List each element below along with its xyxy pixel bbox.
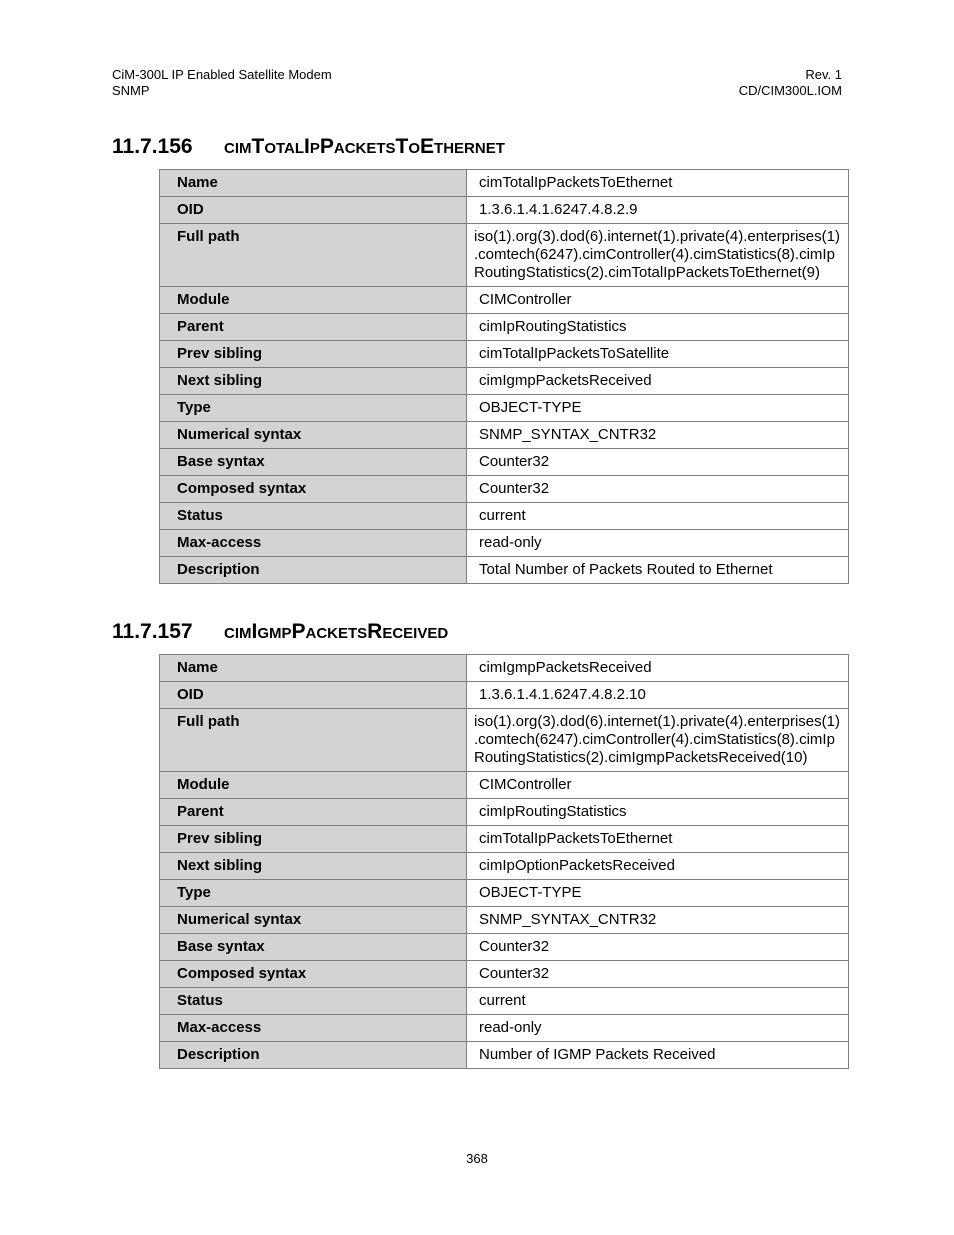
table-row bbox=[160, 314, 849, 341]
field-value-cell: cimIpRoutingStatistics bbox=[467, 799, 849, 826]
field-name-cell: Parent bbox=[160, 799, 467, 826]
field-name-cell: Max-access bbox=[160, 530, 467, 557]
section-heading bbox=[112, 620, 448, 644]
field-name-cell: Module bbox=[160, 772, 467, 799]
field-value-cell bbox=[467, 709, 849, 772]
field-name-cell: Base syntax bbox=[160, 934, 467, 961]
field-value-line: RoutingStatistics(2).cimIgmpPacketsReceived(10) bbox=[474, 749, 808, 766]
field-value-cell: current bbox=[467, 503, 849, 530]
table-row bbox=[160, 422, 849, 449]
table-row bbox=[160, 530, 849, 557]
field-value-cell: cimIgmpPacketsReceived bbox=[467, 368, 849, 395]
field-value-cell: cimTotalIpPacketsToSatellite bbox=[467, 341, 849, 368]
field-value-cell: Counter32 bbox=[467, 961, 849, 988]
field-name-cell: Description bbox=[160, 557, 467, 584]
field-value-line: iso(1).org(3).dod(6).internet(1).private(4).enterprises(1) bbox=[474, 713, 840, 730]
table-row bbox=[160, 476, 849, 503]
field-value-line: .comtech(6247).cimController(4).cimStatistics(8).cimIp bbox=[474, 246, 835, 263]
table-row bbox=[160, 853, 849, 880]
table-row bbox=[160, 799, 849, 826]
field-value-cell bbox=[467, 224, 849, 287]
field-name-cell: Prev sibling bbox=[160, 341, 467, 368]
section-number: 11.7.156 bbox=[112, 135, 193, 158]
header-product-title: CiM-300L IP Enabled Satellite Modem bbox=[112, 67, 332, 82]
field-name-cell: Composed syntax bbox=[160, 476, 467, 503]
table-row bbox=[160, 826, 849, 853]
field-name-cell: Type bbox=[160, 880, 467, 907]
section-title: cimTotalIpPacketsToEthernet bbox=[224, 135, 505, 158]
table-row bbox=[160, 557, 849, 584]
table-row bbox=[160, 1042, 849, 1069]
section-heading bbox=[112, 135, 505, 159]
table-row bbox=[160, 368, 849, 395]
field-value-cell: Total Number of Packets Routed to Ethernet bbox=[467, 557, 849, 584]
field-name-cell: Full path bbox=[160, 709, 467, 772]
section-title: cimIgmpPacketsReceived bbox=[224, 620, 449, 643]
table-row bbox=[160, 880, 849, 907]
header-doc-number: CD/CIM300L.IOM bbox=[738, 83, 842, 98]
field-value-cell: cimTotalIpPacketsToEthernet bbox=[467, 170, 849, 197]
field-value-cell: Counter32 bbox=[467, 449, 849, 476]
field-name-cell: Numerical syntax bbox=[160, 422, 467, 449]
page-number: 368 bbox=[466, 1151, 488, 1166]
field-value-line: RoutingStatistics(2).cimTotalIpPacketsToEthernet(9) bbox=[474, 264, 820, 281]
field-value-cell: current bbox=[467, 988, 849, 1015]
document-header-left bbox=[112, 67, 332, 99]
field-value-cell: 1.3.6.1.4.1.6247.4.8.2.10 bbox=[467, 682, 849, 709]
table-row bbox=[160, 287, 849, 314]
header-revision: Rev. 1 bbox=[805, 67, 842, 82]
table-row bbox=[160, 395, 849, 422]
field-name-cell: Full path bbox=[160, 224, 467, 287]
field-value-cell: cimTotalIpPacketsToEthernet bbox=[467, 826, 849, 853]
table-row bbox=[160, 224, 849, 287]
field-name-cell: Parent bbox=[160, 314, 467, 341]
table-row bbox=[160, 934, 849, 961]
table-row bbox=[160, 682, 849, 709]
field-value-cell: cimIpOptionPacketsReceived bbox=[467, 853, 849, 880]
object-spec-table bbox=[159, 169, 849, 584]
table-row bbox=[160, 170, 849, 197]
field-value-cell: SNMP_SYNTAX_CNTR32 bbox=[467, 422, 849, 449]
field-value-cell: SNMP_SYNTAX_CNTR32 bbox=[467, 907, 849, 934]
object-spec-table bbox=[159, 654, 849, 1069]
field-name-cell: Name bbox=[160, 655, 467, 682]
field-name-cell: Status bbox=[160, 988, 467, 1015]
field-name-cell: Type bbox=[160, 395, 467, 422]
field-value-cell: CIMController bbox=[467, 287, 849, 314]
field-name-cell: Max-access bbox=[160, 1015, 467, 1042]
field-value-cell: cimIgmpPacketsReceived bbox=[467, 655, 849, 682]
field-name-cell: Description bbox=[160, 1042, 467, 1069]
table-row bbox=[160, 772, 849, 799]
field-value-line: .comtech(6247).cimController(4).cimStatistics(8).cimIp bbox=[474, 731, 835, 748]
table-row bbox=[160, 449, 849, 476]
table-row bbox=[160, 197, 849, 224]
field-value-cell: Counter32 bbox=[467, 934, 849, 961]
field-value-cell: Number of IGMP Packets Received bbox=[467, 1042, 849, 1069]
field-value-line: iso(1).org(3).dod(6).internet(1).private(4).enterprises(1) bbox=[474, 228, 840, 245]
section-number: 11.7.157 bbox=[112, 620, 193, 643]
table-row bbox=[160, 988, 849, 1015]
document-header-right bbox=[739, 67, 842, 99]
field-name-cell: Name bbox=[160, 170, 467, 197]
field-value-cell: CIMController bbox=[467, 772, 849, 799]
table-row bbox=[160, 655, 849, 682]
field-value-cell: read-only bbox=[467, 530, 849, 557]
table-row bbox=[160, 961, 849, 988]
field-name-cell: Numerical syntax bbox=[160, 907, 467, 934]
field-name-cell: Composed syntax bbox=[160, 961, 467, 988]
field-value-cell: 1.3.6.1.4.1.6247.4.8.2.9 bbox=[467, 197, 849, 224]
field-name-cell: Status bbox=[160, 503, 467, 530]
table-row bbox=[160, 907, 849, 934]
field-name-cell: Module bbox=[160, 287, 467, 314]
field-value-cell: Counter32 bbox=[467, 476, 849, 503]
header-chapter: SNMP bbox=[112, 83, 150, 98]
field-value-cell: OBJECT-TYPE bbox=[467, 395, 849, 422]
table-row bbox=[160, 709, 849, 772]
field-name-cell: Next sibling bbox=[160, 368, 467, 395]
field-name-cell: Prev sibling bbox=[160, 826, 467, 853]
table-row bbox=[160, 503, 849, 530]
table-row bbox=[160, 341, 849, 368]
field-name-cell: OID bbox=[160, 682, 467, 709]
field-value-cell: read-only bbox=[467, 1015, 849, 1042]
field-value-cell: cimIpRoutingStatistics bbox=[467, 314, 849, 341]
field-name-cell: Next sibling bbox=[160, 853, 467, 880]
table-row bbox=[160, 1015, 849, 1042]
field-value-cell: OBJECT-TYPE bbox=[467, 880, 849, 907]
field-name-cell: Base syntax bbox=[160, 449, 467, 476]
field-name-cell: OID bbox=[160, 197, 467, 224]
